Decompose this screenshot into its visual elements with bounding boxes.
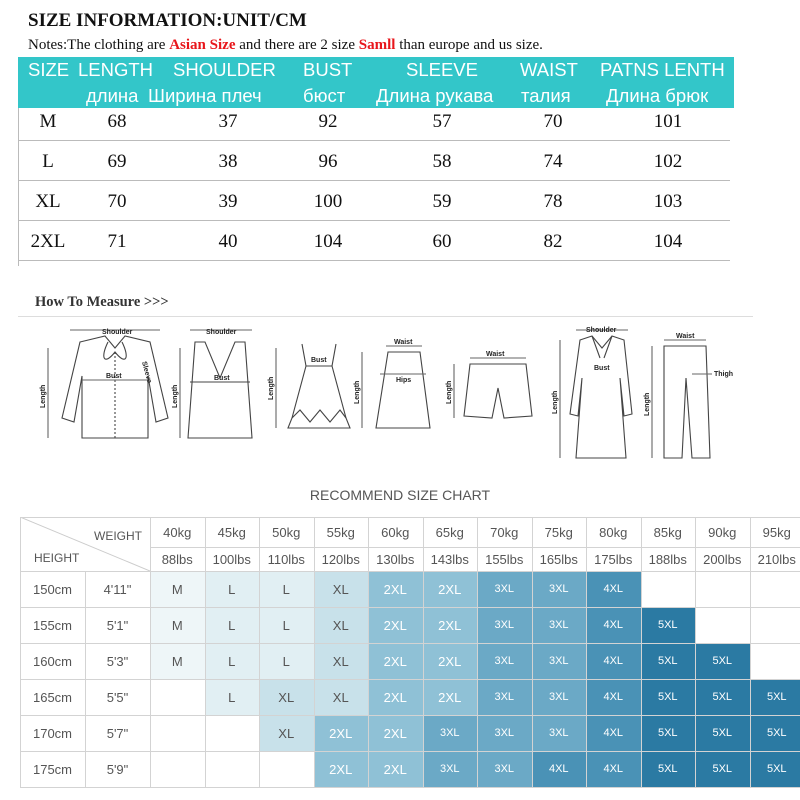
measure-diagrams xyxy=(20,318,770,468)
grid-line xyxy=(20,787,800,788)
weight-lbs: 100lbs xyxy=(205,547,260,571)
thigh-label: Thigh xyxy=(714,371,734,378)
size-cell xyxy=(695,607,750,643)
header-en-1: LENGTH xyxy=(78,59,154,80)
size-cell: 2XL xyxy=(368,751,423,787)
grid-line xyxy=(532,517,533,787)
grid-line xyxy=(586,517,587,787)
weight-lbs: 200lbs xyxy=(695,547,750,571)
notes-text: Notes:The clothing are xyxy=(28,37,170,53)
row-divider xyxy=(18,140,730,141)
size-cell: 5XL xyxy=(641,751,696,787)
table-cell: 70 xyxy=(543,111,563,132)
size-cell: L xyxy=(205,643,260,679)
grid-line xyxy=(695,517,696,787)
size-cell: L xyxy=(259,643,314,679)
table-cell: 104 xyxy=(653,231,683,252)
size-info-title: SIZE INFORMATION:UNIT/CM xyxy=(28,10,307,31)
weight-lbs: 88lbs xyxy=(150,547,205,571)
size-cell: M xyxy=(150,607,205,643)
size-cell: XL xyxy=(314,607,369,643)
grid-line xyxy=(20,643,800,644)
grid-line xyxy=(368,517,369,787)
length-label: Length xyxy=(644,392,651,416)
size-cell xyxy=(150,679,205,715)
table-cell: 68 xyxy=(107,111,127,132)
size-cell: 2XL xyxy=(314,751,369,787)
size-label: M xyxy=(39,111,57,132)
grid-line xyxy=(20,679,800,680)
table-cell: 74 xyxy=(543,151,563,172)
size-cell: 4XL xyxy=(586,751,641,787)
hips-label: Hips xyxy=(396,377,412,384)
size-cell: XL xyxy=(314,679,369,715)
weight-kg: 80kg xyxy=(586,517,641,547)
grid-line xyxy=(477,517,478,787)
size-cell: 4XL xyxy=(586,715,641,751)
grid-line xyxy=(259,517,260,787)
height-ft: 5'3" xyxy=(85,643,150,679)
table-cell: 78 xyxy=(543,191,563,212)
header-en-5: WAIST xyxy=(520,59,578,80)
bust-label: Bust xyxy=(311,357,327,364)
skirt-diagram xyxy=(354,339,430,428)
weight-lbs: 210lbs xyxy=(750,547,800,571)
weight-kg: 45kg xyxy=(205,517,260,547)
waist-label: Waist xyxy=(486,351,505,358)
size-cell: L xyxy=(259,607,314,643)
dress-diagram xyxy=(268,344,350,428)
size-cell: 5XL xyxy=(641,679,696,715)
size-cell: 3XL xyxy=(532,607,587,643)
size-cell: XL xyxy=(314,571,369,607)
header-ru-1: Ширина плеч xyxy=(148,85,262,106)
size-cell: L xyxy=(205,679,260,715)
size-cell: 3XL xyxy=(477,643,532,679)
header-en-3: BUST xyxy=(303,59,353,80)
length-label: Length xyxy=(268,376,275,400)
corner-diagonal xyxy=(20,517,150,571)
size-cell: 3XL xyxy=(423,715,478,751)
waist-label: Waist xyxy=(394,339,413,346)
size-cell: 2XL xyxy=(368,715,423,751)
size-cell: L xyxy=(205,607,260,643)
table-cell: 104 xyxy=(313,231,343,252)
header-en-2: SHOULDER xyxy=(173,59,276,80)
height-cm: 170cm xyxy=(20,715,85,751)
height-cm: 150cm xyxy=(20,571,85,607)
length-label: Length xyxy=(40,384,47,408)
size-cell: M xyxy=(150,643,205,679)
size-cell: 3XL xyxy=(532,715,587,751)
table-cell: 57 xyxy=(432,111,452,132)
size-cell: 3XL xyxy=(477,751,532,787)
size-cell: 3XL xyxy=(532,643,587,679)
grid-line xyxy=(423,517,424,787)
size-cell xyxy=(695,571,750,607)
size-table-header xyxy=(18,57,734,108)
weight-kg: 65kg xyxy=(423,517,478,547)
weight-kg: 95kg xyxy=(750,517,800,547)
grid-line xyxy=(20,517,21,787)
size-cell: 5XL xyxy=(695,643,750,679)
height-cm: 155cm xyxy=(20,607,85,643)
size-cell: L xyxy=(205,571,260,607)
table-cell: 38 xyxy=(218,151,238,172)
size-cell: 5XL xyxy=(695,679,750,715)
height-ft: 4'11" xyxy=(85,571,150,607)
size-cell: 5XL xyxy=(695,715,750,751)
header-en-0: SIZE xyxy=(28,59,70,80)
size-cell: 3XL xyxy=(423,751,478,787)
sleeve-label: Sleeve xyxy=(140,360,153,384)
grid-line xyxy=(20,715,800,716)
size-cell: 4XL xyxy=(586,571,641,607)
size-cell: 5XL xyxy=(750,679,800,715)
table-cell: 70 xyxy=(107,191,127,212)
table-cell: 39 xyxy=(218,191,238,212)
grid-line xyxy=(150,517,151,787)
table-cell: 96 xyxy=(318,151,338,172)
length-label: Length xyxy=(446,380,453,404)
table-cell: 103 xyxy=(653,191,683,212)
size-cell: 2XL xyxy=(368,607,423,643)
size-cell: 4XL xyxy=(532,751,587,787)
size-label: 2XL xyxy=(30,231,66,252)
size-cell xyxy=(205,715,260,751)
size-cell: 5XL xyxy=(750,715,800,751)
weight-lbs: 143lbs xyxy=(423,547,478,571)
grid-line xyxy=(314,517,315,787)
size-cell xyxy=(750,571,800,607)
waist-label: Waist xyxy=(676,333,695,340)
size-cell: 3XL xyxy=(477,715,532,751)
table-cell: 69 xyxy=(107,151,127,172)
size-cell: 3XL xyxy=(477,679,532,715)
coat-diagram xyxy=(552,327,632,458)
divider xyxy=(18,316,753,317)
blouse-diagram xyxy=(40,329,168,438)
recommend-size-chart-title: RECOMMEND SIZE CHART xyxy=(309,487,491,503)
size-cell: 3XL xyxy=(477,571,532,607)
grid-line xyxy=(641,517,642,787)
pants-diagram xyxy=(644,333,733,458)
table-cell: 59 xyxy=(432,191,452,212)
size-cell: L xyxy=(259,571,314,607)
weight-lbs: 120lbs xyxy=(314,547,369,571)
size-cell: 2XL xyxy=(368,679,423,715)
size-cell: 5XL xyxy=(641,643,696,679)
size-cell: 4XL xyxy=(586,679,641,715)
grid-line xyxy=(20,517,800,518)
height-label: HEIGHT xyxy=(34,551,80,565)
table-cell: 40 xyxy=(218,231,238,252)
size-cell: 2XL xyxy=(368,571,423,607)
table-cell: 60 xyxy=(432,231,452,252)
shoulder-label: Shoulder xyxy=(586,327,617,334)
header-ru-2: бюст xyxy=(303,85,346,106)
grid-line xyxy=(205,517,206,787)
size-cell: 3XL xyxy=(477,607,532,643)
weight-lbs: 175lbs xyxy=(586,547,641,571)
weight-lbs: 165lbs xyxy=(532,547,587,571)
header-ru-4: талия xyxy=(521,85,571,106)
size-label: L xyxy=(42,151,54,172)
table-cell: 82 xyxy=(543,231,563,252)
shorts-diagram xyxy=(446,351,532,418)
size-notes xyxy=(28,37,543,54)
grid-line xyxy=(750,517,751,787)
size-cell xyxy=(205,751,260,787)
height-cm: 160cm xyxy=(20,643,85,679)
length-label: Length xyxy=(552,390,559,414)
size-cell: 5XL xyxy=(695,751,750,787)
notes-text: than europe and us size. xyxy=(395,37,543,53)
size-cell: 2XL xyxy=(423,679,478,715)
size-cell xyxy=(259,751,314,787)
size-cell: 5XL xyxy=(750,751,800,787)
length-label: Length xyxy=(354,380,361,404)
bust-label: Bust xyxy=(594,365,610,372)
notes-text: and there are 2 size xyxy=(235,37,359,53)
length-label: Length xyxy=(172,384,179,408)
row-divider xyxy=(18,180,730,181)
size-cell: XL xyxy=(259,715,314,751)
weight-lbs: 130lbs xyxy=(368,547,423,571)
size-label: XL xyxy=(35,191,61,212)
grid-line xyxy=(150,547,800,548)
bust-label: Bust xyxy=(214,375,230,382)
weight-kg: 75kg xyxy=(532,517,587,547)
row-divider xyxy=(18,220,730,221)
table-cell: 37 xyxy=(218,111,238,132)
weight-kg: 85kg xyxy=(641,517,696,547)
header-en-6: PATNS LENTH xyxy=(600,59,725,80)
height-ft: 5'9" xyxy=(85,751,150,787)
corner-cell xyxy=(20,517,150,571)
row-divider xyxy=(18,260,730,261)
tank-diagram xyxy=(172,329,252,438)
table-cell: 102 xyxy=(653,151,683,172)
table-cell: 100 xyxy=(313,191,343,212)
size-cell xyxy=(150,751,205,787)
size-cell: 3XL xyxy=(532,679,587,715)
size-cell: 5XL xyxy=(641,607,696,643)
size-cell: 2XL xyxy=(314,715,369,751)
table-cell: 101 xyxy=(653,111,683,132)
shoulder-label: Shoulder xyxy=(102,329,133,336)
how-to-measure-title: How To Measure >>> xyxy=(35,294,169,310)
grid-line xyxy=(20,571,800,572)
size-cell: XL xyxy=(259,679,314,715)
notes-asian-size: Asian Size xyxy=(169,37,236,53)
size-cell: 3XL xyxy=(532,571,587,607)
size-cell xyxy=(641,571,696,607)
grid-line xyxy=(20,751,800,752)
header-ru-0: длина xyxy=(86,85,139,106)
shoulder-label: Shoulder xyxy=(206,329,237,336)
size-cell: 2XL xyxy=(423,607,478,643)
weight-kg: 90kg xyxy=(695,517,750,547)
table-cell: 58 xyxy=(432,151,452,172)
grid-line xyxy=(20,607,800,608)
weight-lbs: 188lbs xyxy=(641,547,696,571)
header-ru-3: Длина рукава xyxy=(376,85,494,106)
weight-lbs: 155lbs xyxy=(477,547,532,571)
size-cell: 5XL xyxy=(641,715,696,751)
size-cell: 2XL xyxy=(423,643,478,679)
weight-kg: 70kg xyxy=(477,517,532,547)
weight-kg: 60kg xyxy=(368,517,423,547)
size-cell xyxy=(150,715,205,751)
table-cell: 92 xyxy=(318,111,338,132)
size-cell xyxy=(750,643,800,679)
header-ru-5: Длина брюк xyxy=(606,85,709,106)
header-en-4: SLEEVE xyxy=(406,59,478,80)
bust-label: Bust xyxy=(106,373,122,380)
weight-lbs: 110lbs xyxy=(259,547,314,571)
height-ft: 5'5" xyxy=(85,679,150,715)
weight-kg: 40kg xyxy=(150,517,205,547)
weight-kg: 55kg xyxy=(314,517,369,547)
height-ft: 5'1" xyxy=(85,607,150,643)
size-cell: XL xyxy=(314,643,369,679)
size-cell xyxy=(750,607,800,643)
table-cell: 71 xyxy=(107,231,127,252)
weight-label: WEIGHT xyxy=(94,529,142,543)
notes-samll: Samll xyxy=(358,37,396,53)
size-cell: 2XL xyxy=(423,571,478,607)
height-ft: 5'7" xyxy=(85,715,150,751)
size-cell: 4XL xyxy=(586,607,641,643)
height-cm: 165cm xyxy=(20,679,85,715)
size-cell: 4XL xyxy=(586,643,641,679)
size-cell: 2XL xyxy=(368,643,423,679)
weight-kg: 50kg xyxy=(259,517,314,547)
size-cell: M xyxy=(150,571,205,607)
height-cm: 175cm xyxy=(20,751,85,787)
table-border xyxy=(18,108,19,266)
